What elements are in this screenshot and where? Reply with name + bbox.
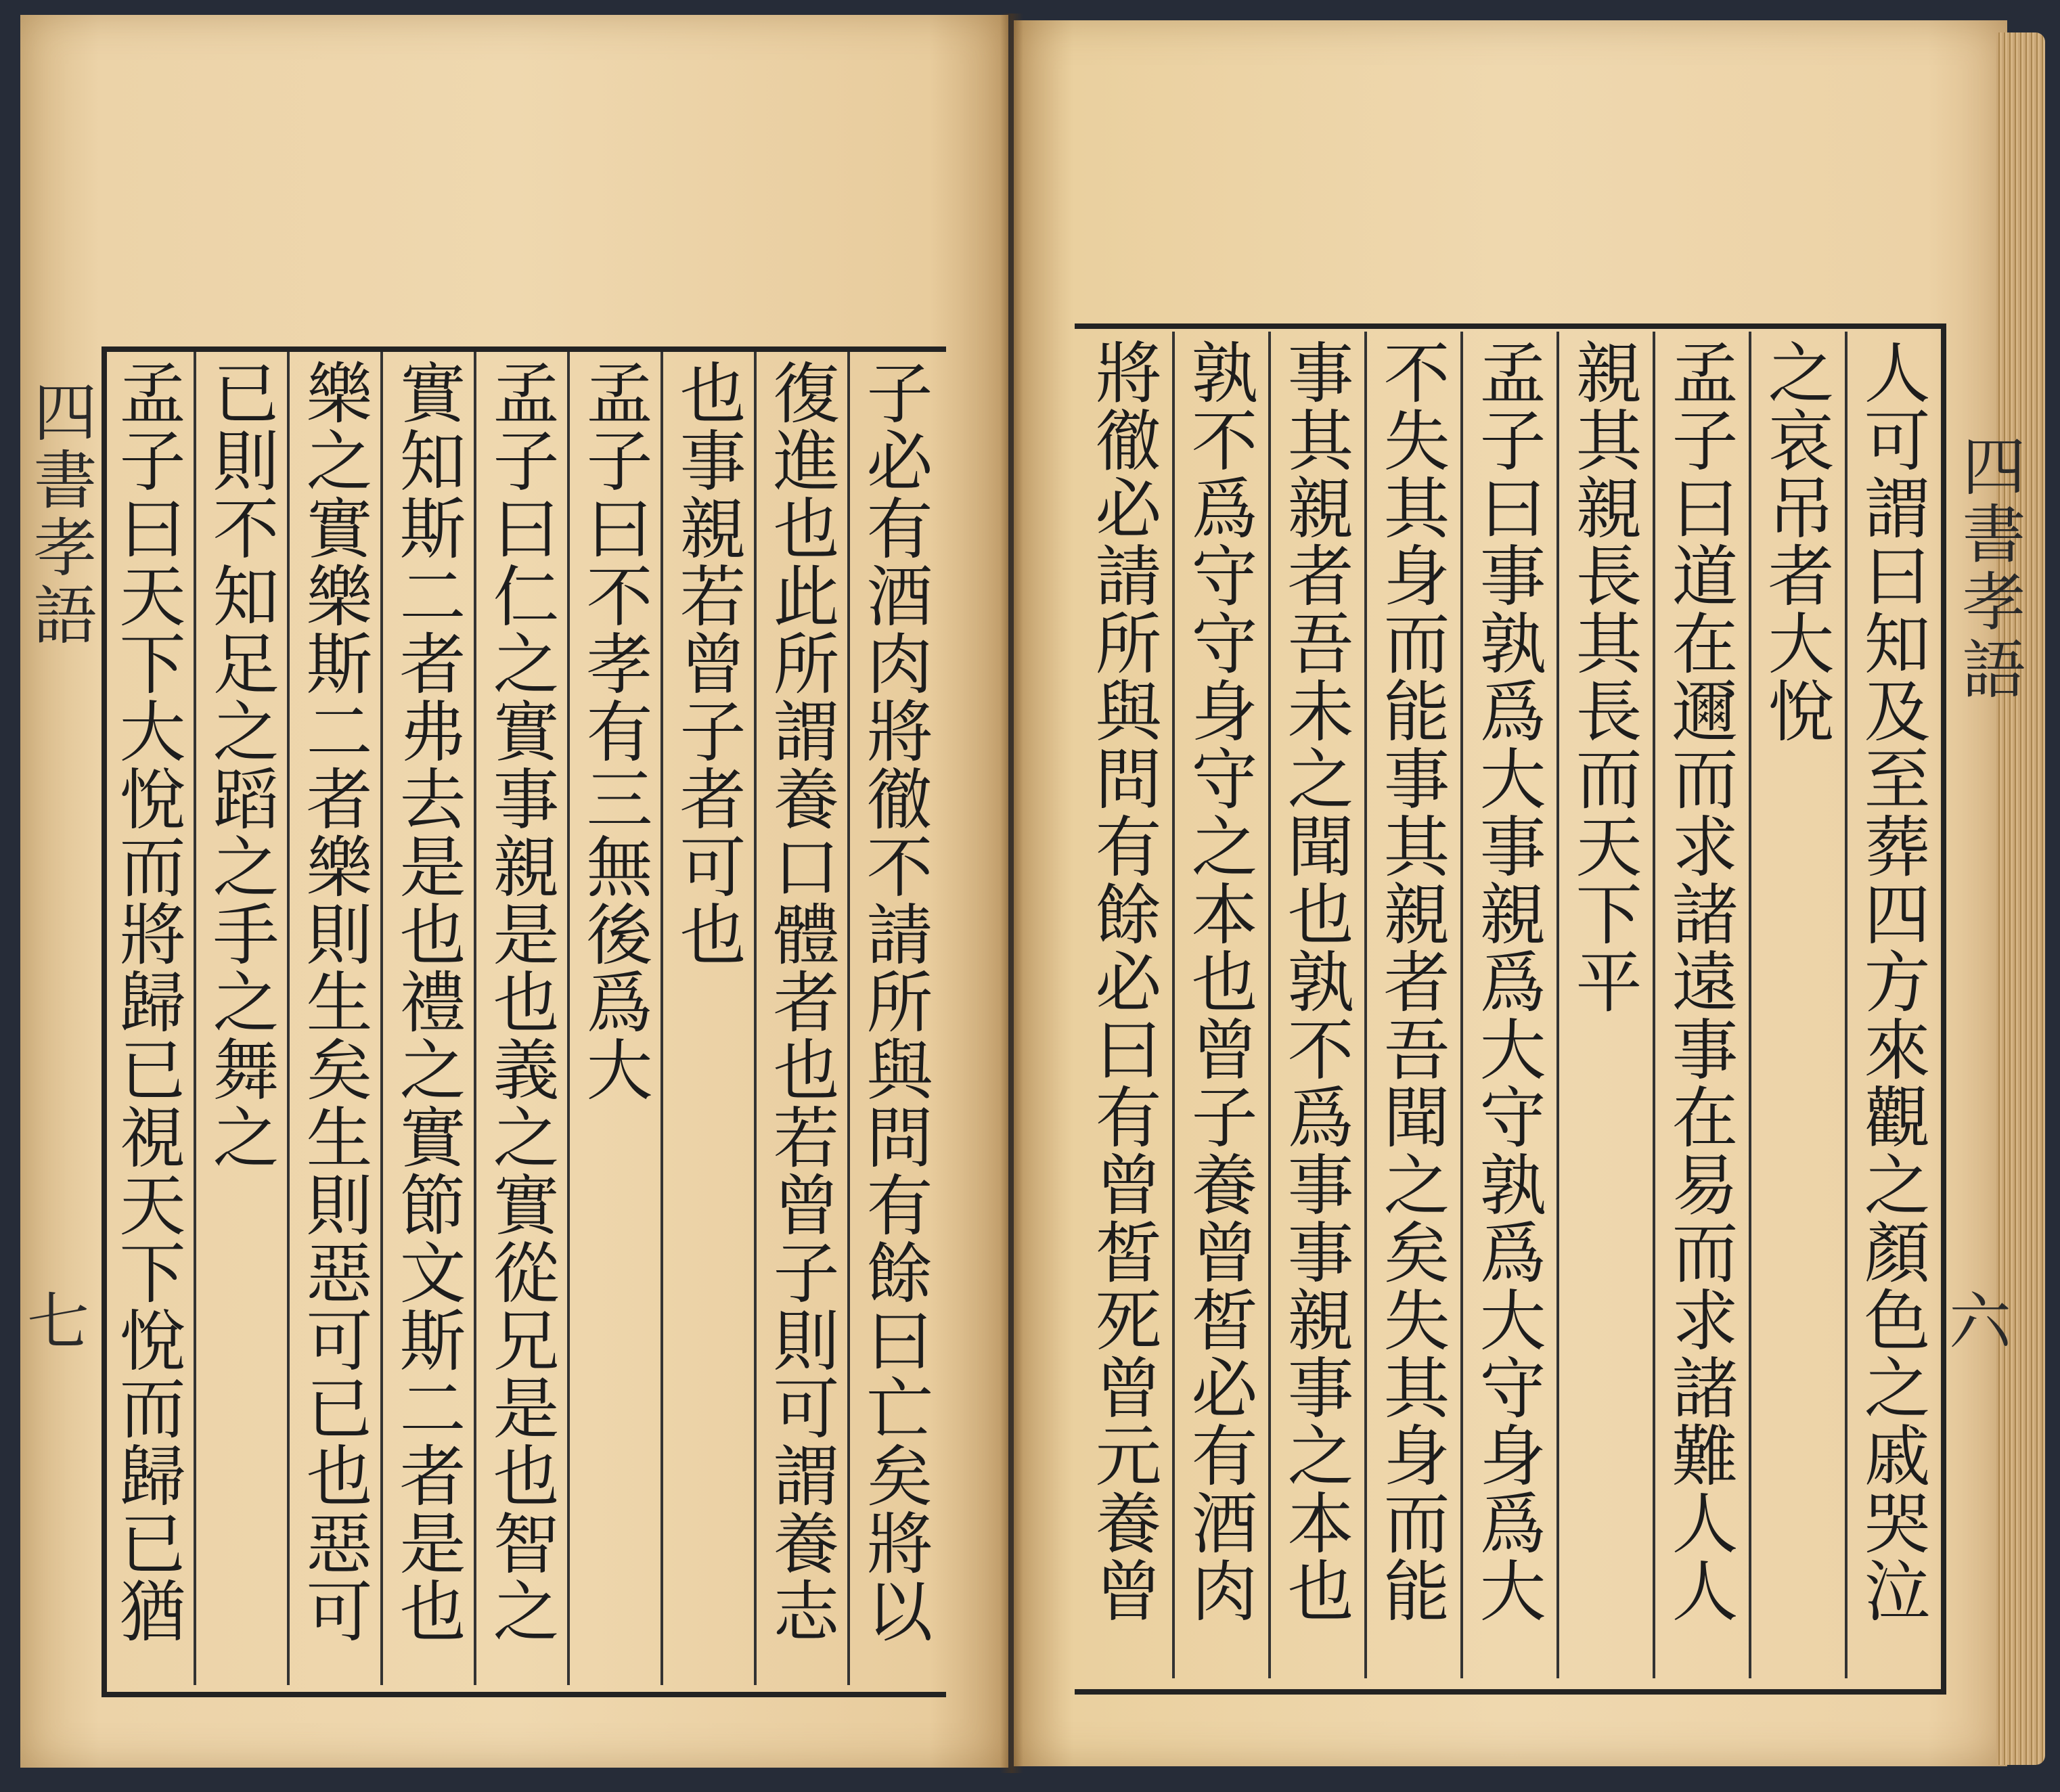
column-rule bbox=[474, 352, 476, 1685]
right-page-column: 事其親者吾未之聞也孰不爲事事親事之本也 bbox=[1276, 338, 1353, 1624]
left-spine-title: 四書孝語 bbox=[22, 379, 96, 650]
column-rule bbox=[1845, 332, 1848, 1678]
left-page-column: 樂之實樂斯二者樂則生矣生則惡可已也惡可 bbox=[295, 359, 372, 1644]
left-page-column: 也事親若曾子者可也 bbox=[669, 359, 746, 968]
column-rule bbox=[380, 352, 383, 1685]
column-rule bbox=[1460, 332, 1463, 1678]
left-page-column: 已則不知足之蹈之手之舞之 bbox=[202, 359, 279, 1171]
right-spine-title: 四書孝語 bbox=[1951, 433, 2025, 704]
column-rule bbox=[847, 352, 850, 1685]
right-page-column: 孟子曰事孰爲大事親爲大守孰爲大守身爲大 bbox=[1469, 338, 1546, 1624]
column-rule bbox=[567, 352, 570, 1685]
column-rule bbox=[1557, 332, 1559, 1678]
left-page-column: 復進也此所謂養口體者也若曾子則可謂養志 bbox=[762, 359, 839, 1644]
left-page-column: 實知斯二者弗去是也禮之實節文斯二者是也 bbox=[388, 359, 466, 1644]
right-page-column: 親其親長其長而天下平 bbox=[1565, 338, 1642, 1015]
right-page-column: 不失其身而能事其親者吾聞之矣失其身而能 bbox=[1372, 338, 1450, 1624]
page-edges bbox=[1996, 32, 2045, 1765]
left-folio: 七 bbox=[27, 1286, 90, 1358]
left-page-column: 孟子曰仁之實事親是也義之實從兄是也智之 bbox=[482, 359, 559, 1644]
right-page-column: 將徹必請所與問有餘必曰有曾皙死曾元養曾 bbox=[1084, 338, 1161, 1624]
column-rule bbox=[1172, 332, 1175, 1678]
right-page-column: 之哀吊者大悅 bbox=[1757, 338, 1834, 744]
column-rule bbox=[287, 352, 290, 1685]
right-page-column: 人可謂曰知及至葬四方來觀之顏色之戚哭泣 bbox=[1853, 338, 1930, 1624]
column-rule bbox=[660, 352, 663, 1685]
column-rule bbox=[754, 352, 757, 1685]
column-rule bbox=[1268, 332, 1271, 1678]
left-page-column: 孟子曰天下大悅而將歸已視天下悅而歸已猶 bbox=[108, 359, 185, 1644]
book-gutter bbox=[1000, 14, 1023, 1773]
column-rule bbox=[1653, 332, 1655, 1678]
column-rule bbox=[194, 352, 196, 1685]
left-page-column: 孟子曰不孝有三無後爲大 bbox=[575, 359, 652, 1103]
right-page-column: 孰不爲守守身守之本也曾子養曾皙必有酒肉 bbox=[1180, 338, 1257, 1624]
column-rule bbox=[1749, 332, 1751, 1678]
right-page-column: 孟子曰道在邇而求諸遠事在易而求諸難人人 bbox=[1661, 338, 1738, 1624]
right-folio: 六 bbox=[1949, 1286, 2012, 1358]
column-rule bbox=[1364, 332, 1367, 1678]
left-page-column: 子必有酒肉將徹不請所與問有餘曰亡矣將以 bbox=[855, 359, 933, 1644]
